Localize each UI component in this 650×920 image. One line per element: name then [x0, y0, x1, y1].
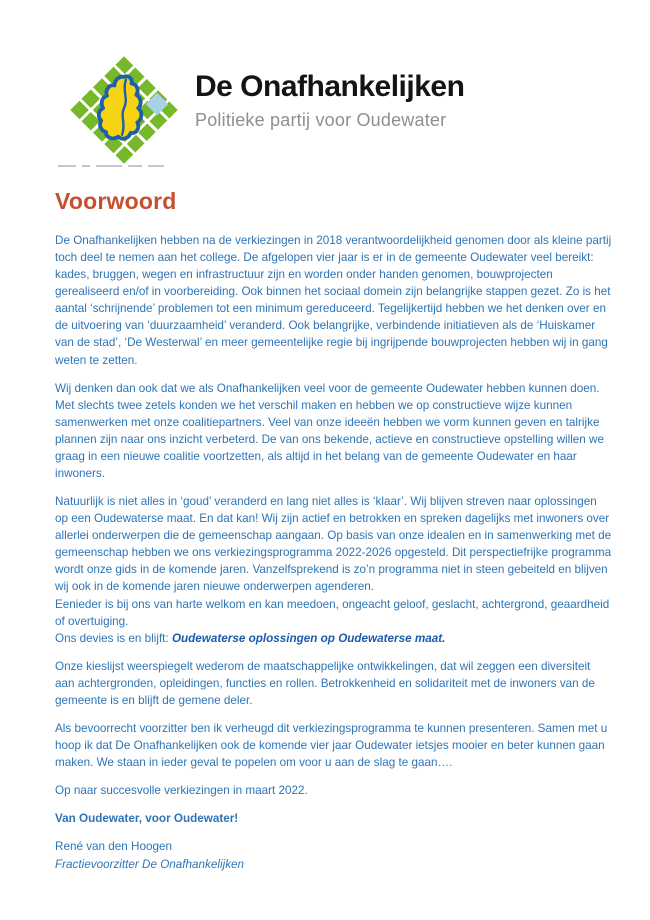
- party-logo: [58, 54, 193, 176]
- paragraph-intro: De Onafhankelijken hebben na de verkiezingen in 2018 verantwoordelijkheid genomen door als kleine partij toch deel te nemen aan het college. De afgelopen vier jaar is er in de gemeente Oudewater veel bereikt: kades, bruggen, wegen en infrastructuur zijn en worden onder handen genomen, bouwprojecten gerealiseerd en/of in voorbereiding. Ook binnen het sociaal domein zijn belangrijke stappen gezet. Zo is het aantal ‘schrijnende’ problemen tot een minimum gereduceerd. Tegelijkertijd hebben we het denken over en de uitvoering van ‘duurzaamheid’ veranderd. Ook belangrijke, verbindende initiatieven als de ‘Huiskamer van de stad’, ‘De Westerwal’ en meer gemeentelijke regie bij ingrijpende bouwprojecten hebben wij in gang weten te zetten.: [55, 234, 612, 367]
- signature-role: Fractievoorzitter De Onafhankelijken: [55, 857, 245, 871]
- signature-block: [55, 838, 613, 872]
- devies-line: [55, 630, 613, 647]
- letterhead: [0, 0, 650, 185]
- paragraph-welcome: Eenieder is bij ons van harte welkom en kan meedoen, ongeacht geloof, geslacht, achtergrond, geaardheid of overtuiging.: [55, 597, 610, 628]
- paragraph-kieslijst: Onze kieslijst weerspiegelt wederom de maatschappelijke ontwikkelingen, dat wil zeggen een diversiteit aan achtergronden, opleidingen, functies en rollen. Betrokkenheid en solidariteit met de inwoners van de gemeente is en blijft de gemene deler.: [55, 659, 595, 707]
- signature-name: René van den Hoogen: [55, 840, 172, 854]
- brand-block: [195, 70, 625, 131]
- slogan-text: Oudewaterse oplossingen op Oudewaterse maat.: [171, 631, 446, 645]
- paragraph-voorzitter: Als bevoorrecht voorzitter ben ik verheugd dit verkiezingsprogramma te kunnen presenteren. Samen met u hoop ik dat De Onafhankelijken ook de komende vier jaar Oudewater ietsjes mooier en beter kunnen gaan maken. We staan in ieder geval te popelen om voor u aan de slag te gaan….: [55, 722, 608, 770]
- devies-prefix: Ons devies is en blijft:: [55, 631, 172, 645]
- paragraph-program: Natuurlijk is niet alles in ‘goud’ veranderd en lang niet alles is ‘klaar’. Wij blijven streven naar oplossingen op een Oudewaterse maat. En dat kan! Wij zijn actief en betrokken en spreken dagelijks met inwoners over allerlei onderwerpen die de gemeenschap aangaan. Op basis van onze idealen en in samenwerking met de gemeenschap hebben we ons verkiezingsprogramma 2022-2026 opgesteld. Dit perspectiefrijke programma wordt onze gids in de komende jaren. Vanzelfsprekend is zo’n programma niet in steen gebeiteld en blijven wij ook in de komende jaren nieuwe onderwerpen agenderen.: [55, 495, 612, 594]
- oudewater-map-icon: [97, 74, 151, 150]
- paragraph-elections: Op naar succesvolle verkiezingen in maart 2022.: [55, 784, 308, 798]
- party-tagline: Politieke partij voor Oudewater: [195, 110, 447, 130]
- section-heading: Voorwoord: [55, 188, 177, 214]
- document-body: [55, 188, 613, 884]
- closing-slogan: Van Oudewater, voor Oudewater!: [55, 812, 239, 826]
- logo-caption-marks: [58, 165, 188, 167]
- paragraph-achievements: Wij denken dan ook dat we als Onafhankelijken veel voor de gemeente Oudewater hebben kunnen doen. Met slechts twee zetels konden we het verschil maken en hebben we op constructieve wijze kunnen samenwerken met onze coalitiepartners. Veel van onze ideeën hebben we vorm kunnen geven en talrijke plannen zijn naar ons inzicht verbeterd. De van ons bekende, actieve en constructieve opstelling willen we graag in een nieuwe coalitie voortzetten, als altijd in het belang van de gemeente Oudewater en haar inwoners.: [55, 381, 604, 481]
- party-name: De Onafhankelijken: [195, 70, 465, 103]
